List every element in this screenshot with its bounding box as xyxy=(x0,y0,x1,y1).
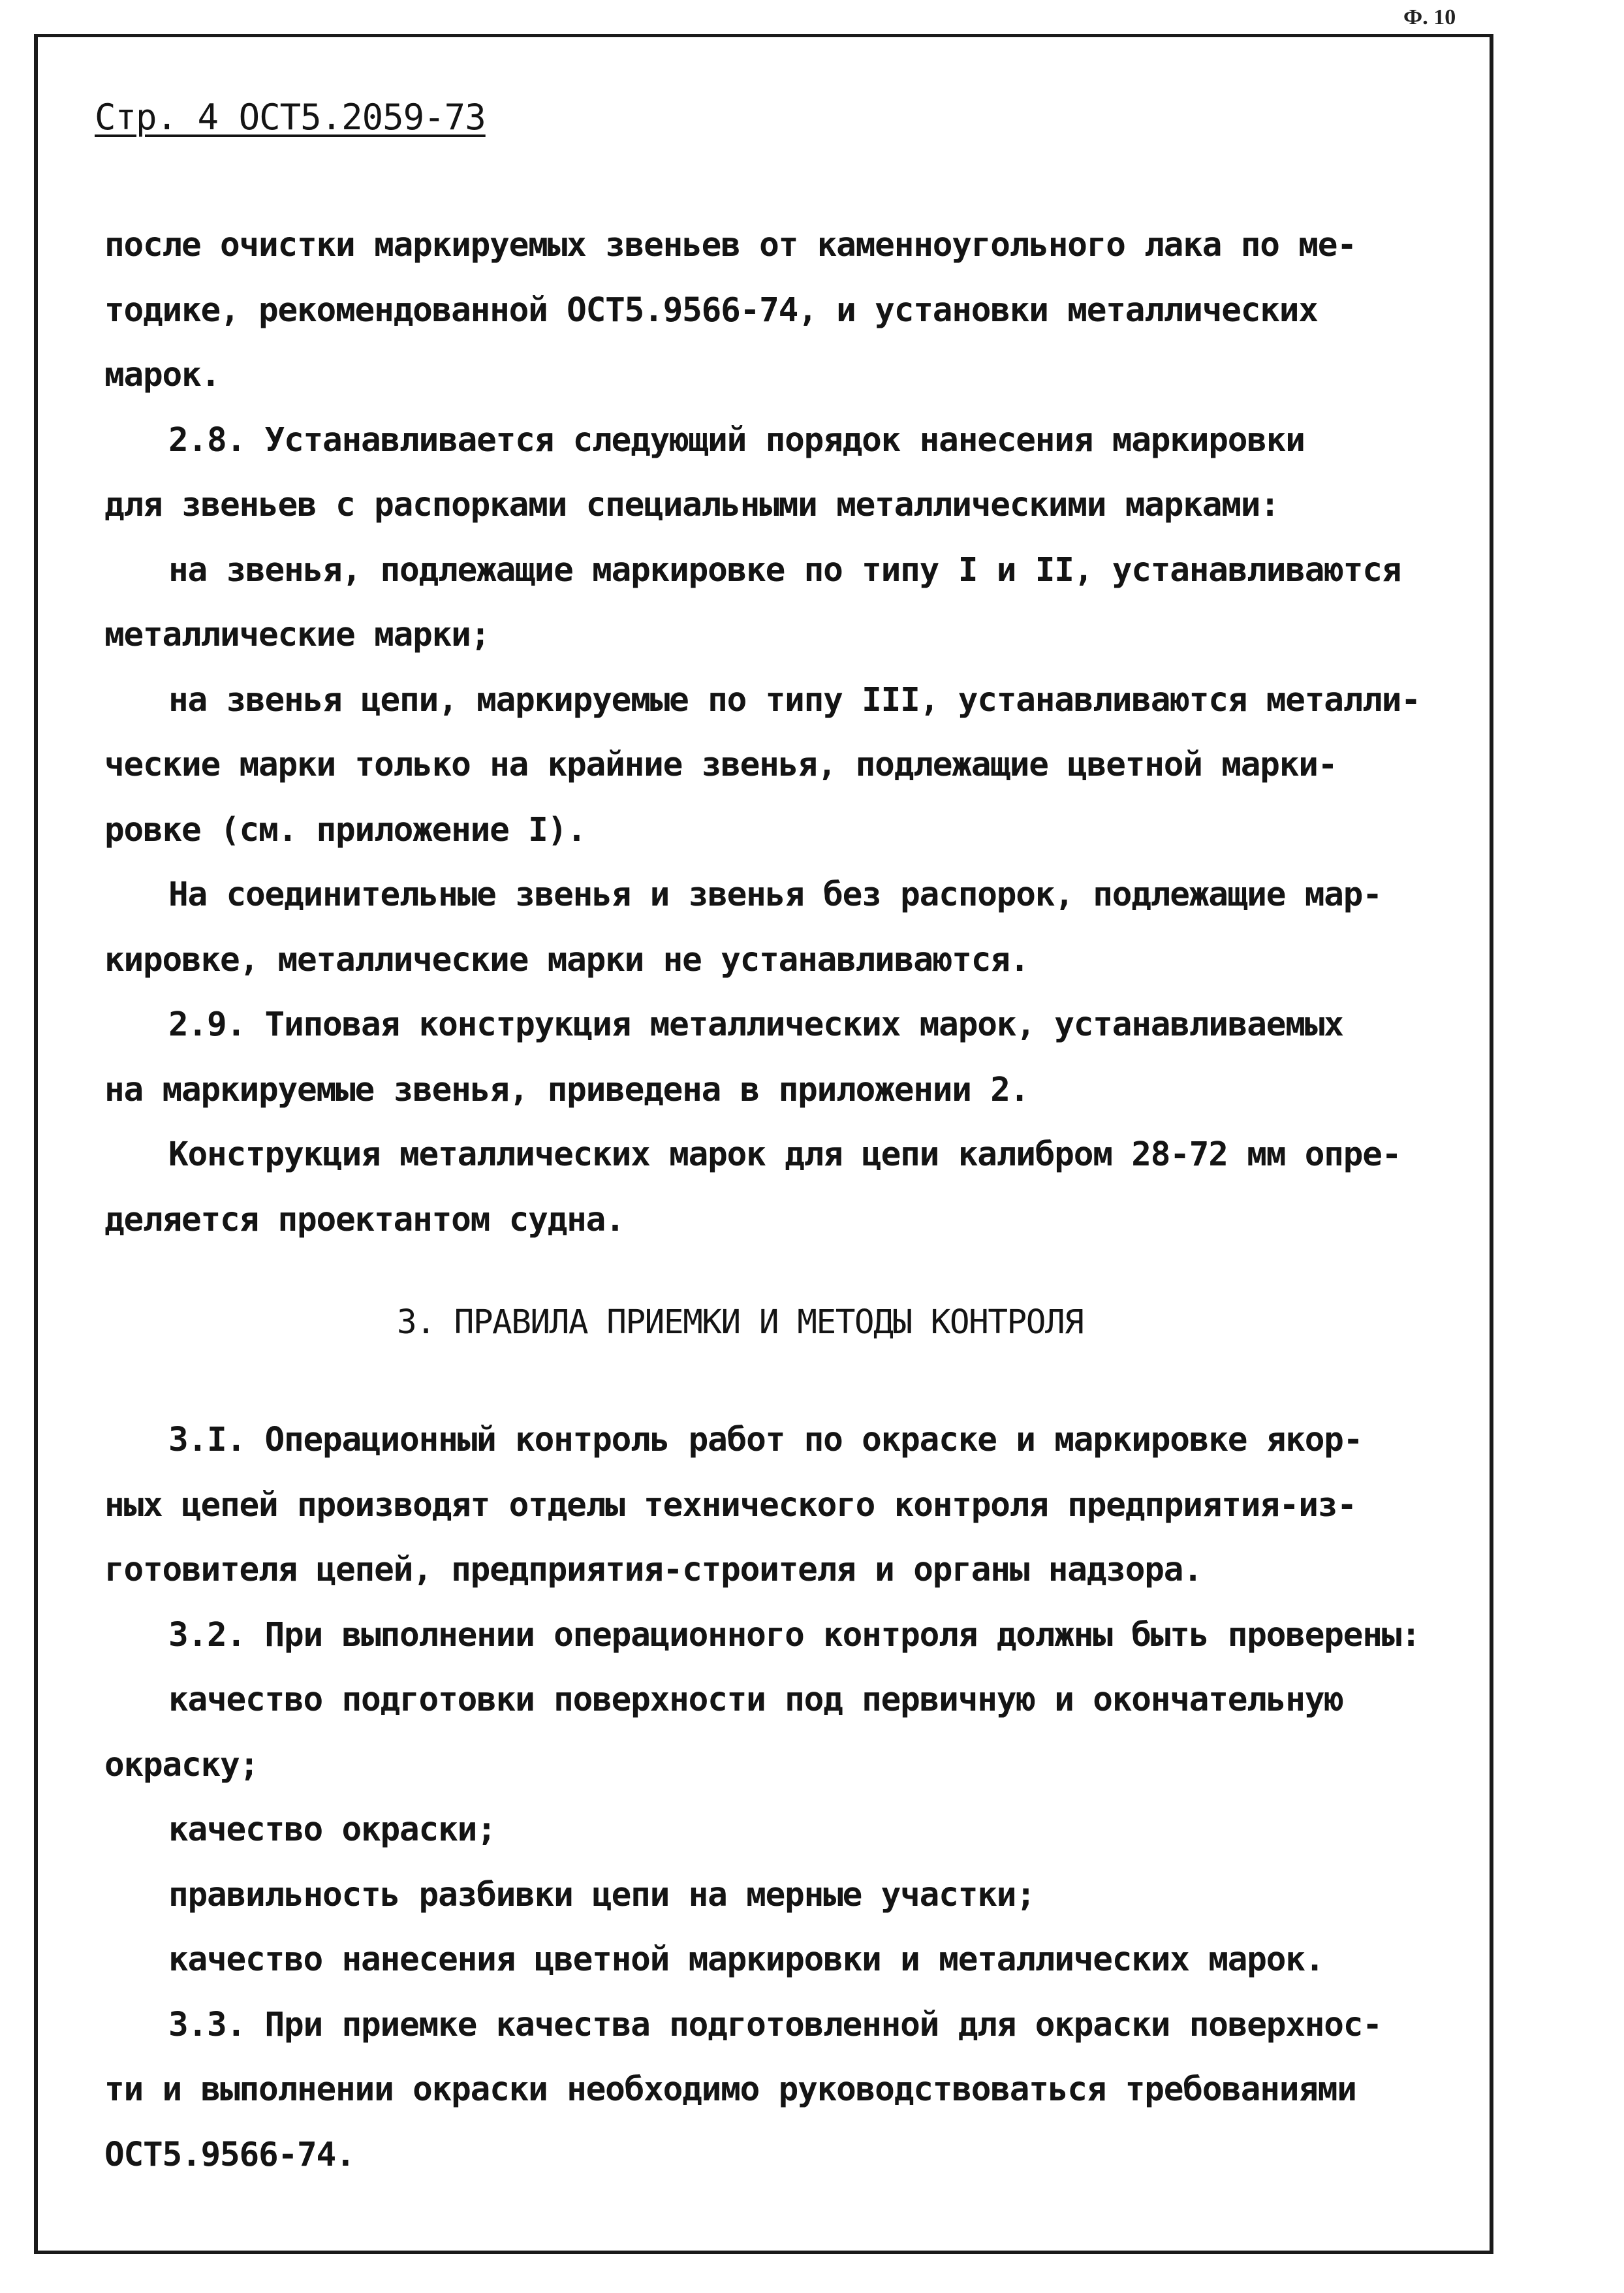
text-line: 2.9. Типовая конструкция металлических марок, устанавливаемых xyxy=(168,1005,1343,1044)
text-line: металлические марки; xyxy=(104,616,490,654)
text-line: качество нанесения цветной маркировки и металлических марок. xyxy=(168,1940,1324,1979)
text-line: На соединительные звенья и звенья без распорок, подлежащие мар- xyxy=(168,876,1382,914)
section-3-heading: 3. ПРАВИЛА ПРИЕМКИ И МЕТОДЫ КОНТРОЛЯ xyxy=(397,1303,1084,1342)
text-line: на звенья цепи, маркируемые по типу III, устанавливаются металли- xyxy=(168,680,1420,720)
text-line: на маркируемые звенья, приведена в приложении 2. xyxy=(104,1070,1029,1109)
document-body xyxy=(104,213,1488,2187)
text-line: марок. xyxy=(104,356,221,394)
text-line: качество подготовки поверхности под первичную и окончательную xyxy=(168,1681,1343,1719)
text-line: на звенья, подлежащие маркировке по типу I и II, устанавливаются xyxy=(168,550,1401,590)
text-line: для звеньев с распорками специальными металлическими марками: xyxy=(104,486,1279,524)
text-line: ти и выполнении окраски необходимо руководствоваться требованиями xyxy=(104,2070,1356,2109)
text-line: 3.I. Операционный контроль работ по окраске и маркировке якор- xyxy=(168,1421,1363,1459)
text-line: ческие марки только на крайние звенья, подлежащие цветной марки- xyxy=(104,746,1337,784)
text-line: 3.3. При приемке качества подготовленной для окраски поверхнос- xyxy=(168,2005,1382,2044)
text-line: кировке, металлические марки не устанавливаются. xyxy=(104,940,1029,979)
page-reference: Стр. 4 ОСТ5.2059-73 xyxy=(95,97,486,138)
section-3-text xyxy=(104,1408,1488,2187)
text-line: готовителя цепей, предприятия-строителя и органы надзора. xyxy=(104,1551,1202,1589)
text-line: 2.8. Устанавливается следующий порядок нанесения маркировки xyxy=(168,420,1305,460)
text-line: деляется проектантом судна. xyxy=(104,1200,625,1239)
text-line: качество окраски; xyxy=(168,1811,496,1849)
text-line: тодике, рекомендованной ОСТ5.9566-74, и установки металлических xyxy=(104,291,1318,330)
form-code: Ф. 10 xyxy=(1403,5,1456,29)
text-line: окраску; xyxy=(104,1745,259,1784)
text-line: после очистки маркируемых звеньев от каменноугольного лака по ме- xyxy=(104,226,1356,264)
text-line: правильность разбивки цепи на мерные участки; xyxy=(168,1875,1035,1914)
text-line: ОСТ5.9566-74. xyxy=(104,2135,355,2174)
section-2-text xyxy=(104,213,1488,1252)
text-line: ровке (см. приложение I). xyxy=(104,810,586,849)
text-line: ных цепей производят отделы технического контроля предприятия-из- xyxy=(104,1485,1356,1525)
text-line: Конструкция металлических марок для цепи калибром 28-72 мм опре- xyxy=(168,1135,1401,1174)
text-line: 3.2. При выполнении операционного контроля должны быть проверены: xyxy=(168,1615,1420,1654)
